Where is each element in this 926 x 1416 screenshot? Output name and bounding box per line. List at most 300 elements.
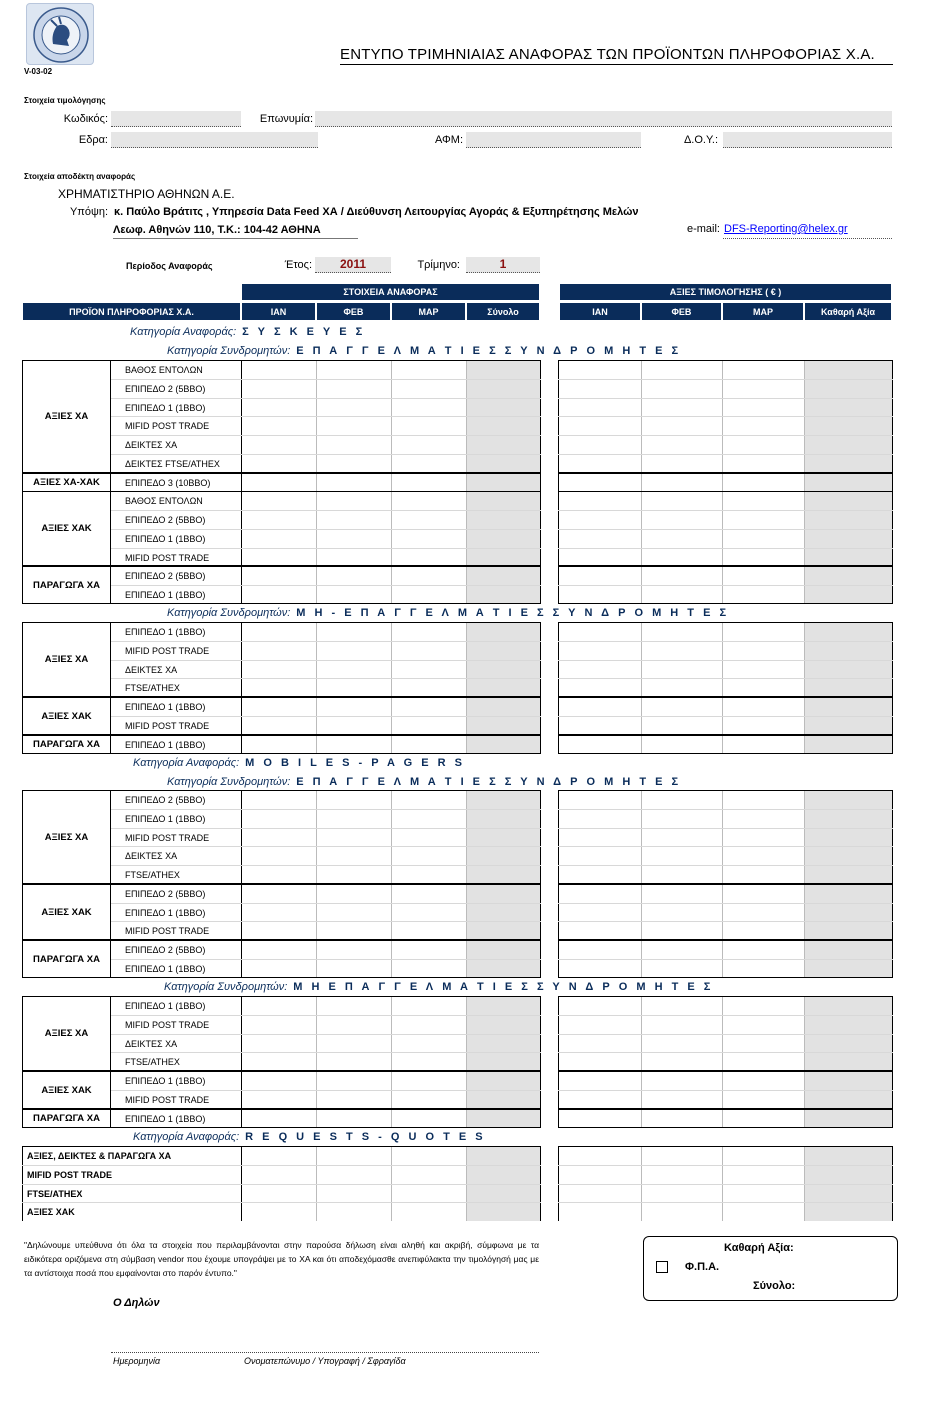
mobiles-nonpro-value-cell[interactable] [723, 1035, 803, 1052]
devices-nonpro-value-cell[interactable] [317, 623, 390, 640]
col-jan: ΙΑΝ [241, 302, 316, 321]
devices-nonpro-value-cell[interactable] [642, 623, 721, 640]
mobiles-nonpro-value-cell[interactable] [242, 1053, 315, 1070]
mobiles-pro-value-cell[interactable] [242, 810, 315, 827]
devices-nonpro-value-cell[interactable] [317, 717, 390, 734]
mobiles-pro-row-label: MIFID POST TRADE [125, 832, 210, 843]
col-bill-mar: ΜΑΡ [722, 302, 804, 321]
devices-nonpro-value-cell[interactable] [560, 661, 640, 678]
devices-nonpro-value-cell[interactable] [723, 717, 803, 734]
mobiles-nonpro-value-cell[interactable] [392, 1091, 465, 1108]
requests-value-cell[interactable] [642, 1185, 721, 1202]
mobiles-nonpro-value-cell[interactable] [560, 1016, 640, 1033]
col-bill-feb: ΦΕΒ [641, 302, 722, 321]
mobiles-pro-value-cell[interactable] [642, 922, 721, 939]
quarter-field[interactable]: 1 [466, 257, 540, 273]
mobiles-pro-value-cell[interactable] [317, 791, 390, 808]
mobiles-pro-value-cell[interactable] [317, 960, 390, 977]
mobiles-pro-value-cell[interactable] [723, 960, 803, 977]
requests-value-cell[interactable] [642, 1166, 721, 1183]
mobiles-pro-value-cell[interactable] [560, 791, 640, 808]
mobiles-pro-value-cell[interactable] [317, 922, 390, 939]
devices-pro-group-label: ΑΞΙΕΣ ΧΑ-ΧΑΚ [22, 473, 111, 492]
mobiles-nonpro-value-cell[interactable] [560, 1053, 640, 1070]
devices-pro-value-cell[interactable] [242, 474, 315, 491]
mobiles-pro-value-cell[interactable] [642, 866, 721, 883]
billing-afm-field[interactable] [466, 132, 641, 148]
devices-pro-value-cell[interactable] [560, 455, 640, 472]
mobiles-pro-value-cell[interactable] [642, 960, 721, 977]
devices-nonpro-value-cell[interactable] [317, 698, 390, 715]
devices-nonpro-value-cell[interactable] [242, 717, 315, 734]
mobiles-pro-value-cell[interactable] [242, 885, 315, 902]
devices-nonpro-value-cell[interactable] [242, 736, 315, 753]
devices-pro-value-cell[interactable] [392, 455, 465, 472]
devices-pro-value-cell[interactable] [560, 549, 640, 566]
col-net-value: Καθαρή Αξία [804, 302, 892, 321]
devices-pro-value-cell[interactable] [317, 455, 390, 472]
requests-value-cell[interactable] [642, 1203, 721, 1220]
devices-pro-value-cell[interactable] [317, 474, 390, 491]
billing-doy-label: Δ.Ο.Υ.: [683, 134, 718, 146]
quarter-label: Τρίμηνο: [417, 259, 460, 271]
devices-pro-value-cell[interactable] [560, 567, 640, 584]
mobiles-nonpro-value-cell[interactable] [560, 1110, 640, 1127]
mobiles-nonpro-value-cell[interactable] [723, 1053, 803, 1070]
mobiles-pro-row-label: ΕΠΙΠΕΔΟ 1 (1ΒΒΟ) [125, 813, 206, 824]
mobiles-nonpro-value-cell[interactable] [642, 1091, 721, 1108]
devices-pro-value-cell[interactable] [723, 417, 803, 434]
mobiles-pro-value-cell[interactable] [317, 866, 390, 883]
mobiles-pro-value-cell[interactable] [242, 791, 315, 808]
mobiles-pro-value-cell[interactable] [560, 904, 640, 921]
devices-pro-value-cell[interactable] [723, 492, 803, 509]
mobiles-nonpro-row-label: FTSE/ATHEX [125, 1056, 180, 1067]
mobiles-nonpro-value-cell[interactable] [242, 1072, 315, 1089]
devices-pro-value-cell[interactable] [317, 530, 390, 547]
devices-nonpro-value-cell[interactable] [560, 642, 640, 659]
mobiles-pro-value-cell[interactable] [392, 810, 465, 827]
devices-nonpro-value-cell[interactable] [723, 736, 803, 753]
devices-pro-value-cell[interactable] [317, 399, 390, 416]
devices-nonpro-value-cell[interactable] [723, 679, 803, 696]
form-code: V-03-02 [24, 67, 53, 76]
devices-pro-value-cell[interactable] [242, 361, 315, 378]
mobiles-nonpro-value-cell[interactable] [392, 1110, 465, 1127]
devices-nonpro-value-cell[interactable] [642, 661, 721, 678]
devices-pro-value-cell[interactable] [642, 455, 721, 472]
devices-pro-value-cell[interactable] [392, 474, 465, 491]
devices-pro-value-cell[interactable] [242, 549, 315, 566]
devices-nonpro-value-cell[interactable] [392, 698, 465, 715]
devices-nonpro-value-cell[interactable] [392, 642, 465, 659]
devices-pro-value-cell[interactable] [242, 417, 315, 434]
devices-nonpro-value-cell[interactable] [242, 661, 315, 678]
mobiles-pro-group-label: ΑΞΙΕΣ ΧΑΚ [22, 884, 111, 940]
summary-vat-label: Φ.Π.Α. [685, 1261, 720, 1273]
mobiles-nonpro-row-label: MIFID POST TRADE [125, 1094, 210, 1105]
mobiles-nonpro-value-cell[interactable] [642, 1110, 721, 1127]
subscriber-category-pro: Κατηγορία Συνδρομητών: Ε Π Α Γ Γ Ε Λ Μ Α Τ Ι Ε Σ Σ Υ Ν Δ Ρ Ο Μ Η Τ Ε Σ [167, 345, 682, 357]
requests-value-cell[interactable] [723, 1147, 803, 1164]
mobiles-pro-value-cell[interactable] [242, 904, 315, 921]
devices-nonpro-value-cell[interactable] [317, 679, 390, 696]
mobiles-nonpro-value-cell[interactable] [560, 1035, 640, 1052]
mobiles-pro-value-cell[interactable] [392, 829, 465, 846]
mobiles-nonpro-value-cell[interactable] [392, 1072, 465, 1089]
devices-pro-value-cell[interactable] [392, 511, 465, 528]
mobiles-pro-value-cell[interactable] [242, 847, 315, 864]
mobiles-pro-value-cell[interactable] [723, 941, 803, 958]
mobiles-pro-value-cell[interactable] [723, 810, 803, 827]
devices-pro-value-cell[interactable] [560, 511, 640, 528]
devices-pro-value-cell[interactable] [392, 399, 465, 416]
declarant-label: Ο Δηλών [113, 1297, 160, 1309]
devices-nonpro-row-label: ΕΠΙΠΕΔΟ 1 (1ΒΒΟ) [125, 739, 206, 750]
mobiles-pro-value-cell[interactable] [560, 847, 640, 864]
devices-nonpro-value-cell[interactable] [317, 736, 390, 753]
mobiles-nonpro-value-cell[interactable] [242, 1091, 315, 1108]
devices-nonpro-value-cell[interactable] [642, 679, 721, 696]
devices-pro-value-cell[interactable] [642, 530, 721, 547]
billing-address-field[interactable] [111, 132, 318, 148]
requests-value-cell[interactable] [560, 1166, 640, 1183]
devices-pro-value-cell[interactable] [317, 549, 390, 566]
requests-value-cell[interactable] [392, 1203, 465, 1220]
receiver-email-link[interactable]: DFS-Reporting@helex.gr [724, 223, 848, 235]
devices-pro-value-cell[interactable] [560, 474, 640, 491]
requests-value-cell[interactable] [560, 1147, 640, 1164]
requests-value-cell[interactable] [317, 1203, 390, 1220]
mobiles-pro-row-label: ΕΠΙΠΕΔΟ 1 (1ΒΒΟ) [125, 907, 206, 918]
mobiles-pro-value-cell[interactable] [392, 791, 465, 808]
devices-pro-value-cell[interactable] [642, 586, 721, 603]
mobiles-nonpro-value-cell[interactable] [642, 997, 721, 1014]
mobiles-nonpro-value-cell[interactable] [317, 1035, 390, 1052]
mobiles-pro-value-cell[interactable] [642, 829, 721, 846]
mobiles-nonpro-value-cell[interactable] [642, 1035, 721, 1052]
mobiles-pro-value-cell[interactable] [723, 922, 803, 939]
mobiles-nonpro-value-cell[interactable] [723, 1110, 803, 1127]
devices-pro-value-cell[interactable] [392, 586, 465, 603]
devices-pro-value-cell[interactable] [317, 586, 390, 603]
mobiles-nonpro-value-cell[interactable] [560, 1091, 640, 1108]
requests-value-cell[interactable] [392, 1147, 465, 1164]
devices-nonpro-value-cell[interactable] [242, 623, 315, 640]
devices-pro-value-cell[interactable] [723, 586, 803, 603]
mobiles-pro-value-cell[interactable] [392, 941, 465, 958]
devices-nonpro-value-cell[interactable] [642, 717, 721, 734]
devices-pro-value-cell[interactable] [560, 492, 640, 509]
devices-nonpro-value-cell[interactable] [723, 661, 803, 678]
devices-pro-value-cell[interactable] [242, 567, 315, 584]
devices-pro-value-cell[interactable] [642, 511, 721, 528]
mobiles-pro-value-cell[interactable] [242, 941, 315, 958]
devices-pro-value-cell[interactable] [317, 380, 390, 397]
mobiles-pro-value-cell[interactable] [723, 847, 803, 864]
requests-value-cell[interactable] [242, 1185, 315, 1202]
helex-logo [26, 3, 94, 65]
period-label: Περίοδος Αναφοράς [126, 261, 213, 271]
devices-nonpro-value-cell[interactable] [392, 717, 465, 734]
mobiles-pro-row-label: MIFID POST TRADE [125, 925, 210, 936]
devices-pro-row-label: ΒΑΘΟΣ ΕΝΤΟΛΩΝ [125, 364, 203, 375]
requests-value-cell[interactable] [723, 1203, 803, 1220]
mobiles-nonpro-value-cell[interactable] [392, 997, 465, 1014]
devices-pro-value-cell[interactable] [642, 549, 721, 566]
devices-nonpro-value-cell[interactable] [723, 642, 803, 659]
mobiles-pro-value-cell[interactable] [392, 866, 465, 883]
devices-pro-value-cell[interactable] [642, 567, 721, 584]
devices-pro-value-cell[interactable] [392, 436, 465, 453]
mobiles-pro-value-cell[interactable] [242, 960, 315, 977]
devices-pro-value-cell[interactable] [642, 474, 721, 491]
mobiles-nonpro-value-cell[interactable] [642, 1053, 721, 1070]
requests-value-cell[interactable] [560, 1185, 640, 1202]
mobiles-nonpro-value-cell[interactable] [317, 1072, 390, 1089]
devices-pro-value-cell[interactable] [242, 511, 315, 528]
devices-nonpro-value-cell[interactable] [723, 623, 803, 640]
devices-pro-value-cell[interactable] [317, 511, 390, 528]
mobiles-pro-value-cell[interactable] [317, 847, 390, 864]
mobiles-nonpro-value-cell[interactable] [242, 997, 315, 1014]
mobiles-nonpro-value-cell[interactable] [560, 1072, 640, 1089]
mobiles-pro-value-cell[interactable] [242, 922, 315, 939]
devices-pro-value-cell[interactable] [642, 380, 721, 397]
devices-nonpro-value-cell[interactable] [392, 623, 465, 640]
devices-pro-value-cell[interactable] [392, 567, 465, 584]
devices-pro-value-cell[interactable] [560, 530, 640, 547]
mobiles-pro-value-cell[interactable] [392, 922, 465, 939]
requests-value-cell[interactable] [317, 1147, 390, 1164]
mobiles-nonpro-value-cell[interactable] [317, 1091, 390, 1108]
vat-checkbox[interactable] [656, 1261, 668, 1273]
devices-pro-value-cell[interactable] [242, 530, 315, 547]
mobiles-pro-value-cell[interactable] [392, 960, 465, 977]
mobiles-pro-value-cell[interactable] [560, 960, 640, 977]
devices-pro-group-label: ΑΞΙΕΣ ΧΑΚ [22, 491, 111, 566]
devices-nonpro-value-cell[interactable] [723, 698, 803, 715]
mobiles-pro-row-label: ΕΠΙΠΕΔΟ 2 (5ΒΒΟ) [125, 944, 206, 955]
devices-pro-value-cell[interactable] [242, 380, 315, 397]
requests-value-cell[interactable] [560, 1203, 640, 1220]
mobiles-nonpro-value-cell[interactable] [723, 1072, 803, 1089]
mobiles-pro-value-cell[interactable] [642, 941, 721, 958]
requests-value-cell[interactable] [317, 1166, 390, 1183]
mobiles-nonpro-value-cell[interactable] [723, 1016, 803, 1033]
mobiles-pro-value-cell[interactable] [560, 829, 640, 846]
mobiles-pro-value-cell[interactable] [642, 847, 721, 864]
devices-pro-value-cell[interactable] [723, 567, 803, 584]
devices-pro-value-cell[interactable] [560, 417, 640, 434]
mobiles-pro-value-cell[interactable] [317, 941, 390, 958]
devices-pro-group-label: ΠΑΡΑΓΩΓΑ ΧΑ [22, 566, 111, 604]
devices-pro-value-cell[interactable] [242, 586, 315, 603]
mobiles-pro-value-cell[interactable] [392, 885, 465, 902]
mobiles-nonpro-value-cell[interactable] [560, 997, 640, 1014]
mobiles-nonpro-value-cell[interactable] [723, 997, 803, 1014]
year-field[interactable]: 2011 [315, 257, 391, 273]
report-data-header: ΣΤΟΙΧΕΙΑ ΑΝΑΦΟΡΑΣ [241, 283, 540, 301]
devices-pro-value-cell[interactable] [392, 530, 465, 547]
devices-pro-value-cell[interactable] [392, 549, 465, 566]
summary-total-label: Σύνολο: [753, 1280, 796, 1292]
devices-pro-value-cell[interactable] [317, 361, 390, 378]
requests-value-cell[interactable] [242, 1147, 315, 1164]
devices-pro-value-cell[interactable] [242, 436, 315, 453]
mobiles-nonpro-value-cell[interactable] [317, 1053, 390, 1070]
devices-nonpro-value-cell[interactable] [642, 736, 721, 753]
mobiles-nonpro-value-cell[interactable] [242, 1016, 315, 1033]
devices-nonpro-value-cell[interactable] [392, 679, 465, 696]
devices-nonpro-row-label: MIFID POST TRADE [125, 645, 210, 656]
devices-nonpro-value-cell[interactable] [392, 661, 465, 678]
devices-nonpro-value-cell[interactable] [642, 698, 721, 715]
devices-pro-value-cell[interactable] [242, 455, 315, 472]
devices-nonpro-value-cell[interactable] [642, 642, 721, 659]
devices-nonpro-value-cell[interactable] [392, 736, 465, 753]
devices-pro-value-cell[interactable] [392, 492, 465, 509]
devices-nonpro-value-cell[interactable] [560, 717, 640, 734]
mobiles-nonpro-value-cell[interactable] [242, 1035, 315, 1052]
devices-nonpro-row-label: ΕΠΙΠΕΔΟ 1 (1ΒΒΟ) [125, 626, 206, 637]
title-underline [340, 64, 893, 65]
mobiles-nonpro-value-cell[interactable] [392, 1053, 465, 1070]
devices-pro-value-cell[interactable] [560, 399, 640, 416]
devices-pro-value-cell[interactable] [317, 567, 390, 584]
mobiles-pro-value-cell[interactable] [242, 829, 315, 846]
mobiles-pro-value-cell[interactable] [317, 829, 390, 846]
devices-pro-value-cell[interactable] [642, 361, 721, 378]
devices-pro-row-label: ΒΑΘΟΣ ΕΝΤΟΛΩΝ [125, 495, 203, 506]
mobiles-nonpro-value-cell[interactable] [317, 1016, 390, 1033]
mobiles-pro-value-cell[interactable] [560, 885, 640, 902]
mobiles-pro-row-label: ΕΠΙΠΕΔΟ 2 (5ΒΒΟ) [125, 794, 206, 805]
devices-pro-row-label: ΕΠΙΠΕΔΟ 2 (5ΒΒΟ) [125, 570, 206, 581]
devices-pro-value-cell[interactable] [317, 492, 390, 509]
mobiles-nonpro-value-cell[interactable] [392, 1035, 465, 1052]
mobiles-nonpro-value-cell[interactable] [642, 1072, 721, 1089]
billing-code-field[interactable] [111, 111, 241, 127]
devices-nonpro-value-cell[interactable] [560, 623, 640, 640]
devices-pro-value-cell[interactable] [317, 417, 390, 434]
devices-pro-value-cell[interactable] [560, 436, 640, 453]
mobiles-pro-value-cell[interactable] [560, 941, 640, 958]
devices-pro-value-cell[interactable] [642, 492, 721, 509]
mobiles-nonpro-value-cell[interactable] [242, 1110, 315, 1127]
mobiles-pro-value-cell[interactable] [723, 885, 803, 902]
billing-name-field[interactable] [315, 111, 892, 127]
devices-pro-value-cell[interactable] [642, 436, 721, 453]
devices-pro-value-cell[interactable] [560, 380, 640, 397]
requests-value-cell[interactable] [723, 1185, 803, 1202]
devices-pro-value-cell[interactable] [642, 417, 721, 434]
devices-nonpro-group-label: ΠΑΡΑΓΩΓΑ ΧΑ [22, 735, 111, 754]
receiver-name: ΧΡΗΜΑΤΙΣΤΗΡΙΟ ΑΘΗΝΩΝ Α.Ε. [58, 187, 235, 201]
mobiles-pro-value-cell[interactable] [317, 810, 390, 827]
devices-pro-row-label: ΕΠΙΠΕΔΟ 2 (5ΒΒΟ) [125, 514, 206, 525]
mobiles-pro-value-cell[interactable] [723, 866, 803, 883]
devices-nonpro-value-cell[interactable] [317, 661, 390, 678]
devices-nonpro-value-cell[interactable] [242, 642, 315, 659]
mobiles-pro-value-cell[interactable] [242, 866, 315, 883]
mobiles-pro-value-cell[interactable] [317, 885, 390, 902]
mobiles-pro-value-cell[interactable] [392, 847, 465, 864]
mobiles-pro-value-cell[interactable] [392, 904, 465, 921]
mobiles-nonpro-value-cell[interactable] [392, 1016, 465, 1033]
devices-pro-value-cell[interactable] [242, 399, 315, 416]
devices-nonpro-value-cell[interactable] [317, 642, 390, 659]
devices-pro-value-cell[interactable] [242, 492, 315, 509]
requests-value-cell[interactable] [242, 1166, 315, 1183]
devices-pro-value-cell[interactable] [392, 417, 465, 434]
name-signature-label: Ονοματεπώνυμο / Υπογραφή / Σφραγίδα [244, 1356, 406, 1366]
col-mar: ΜΑΡ [391, 302, 466, 321]
devices-pro-value-cell[interactable] [723, 436, 803, 453]
mobiles-nonpro-value-cell[interactable] [642, 1016, 721, 1033]
devices-pro-value-cell[interactable] [560, 586, 640, 603]
mobiles-nonpro-group-label: ΑΞΙΕΣ ΧΑ [22, 996, 111, 1071]
devices-nonpro-value-cell[interactable] [560, 679, 640, 696]
col-feb: ΦΕΒ [316, 302, 391, 321]
requests-value-cell[interactable] [242, 1203, 315, 1220]
mobiles-pro-value-cell[interactable] [560, 922, 640, 939]
devices-pro-value-cell[interactable] [723, 361, 803, 378]
mobiles-pro-value-cell[interactable] [642, 885, 721, 902]
mobiles-pro-value-cell[interactable] [642, 904, 721, 921]
requests-value-cell[interactable] [317, 1185, 390, 1202]
requests-value-cell[interactable] [392, 1166, 465, 1183]
mobiles-pro-value-cell[interactable] [723, 829, 803, 846]
devices-pro-value-cell[interactable] [723, 549, 803, 566]
mobiles-nonpro-value-cell[interactable] [317, 1110, 390, 1127]
mobiles-pro-value-cell[interactable] [723, 904, 803, 921]
mobiles-nonpro-value-cell[interactable] [723, 1091, 803, 1108]
billing-address-label: Εδρα: [78, 134, 108, 146]
mobiles-nonpro-value-cell[interactable] [317, 997, 390, 1014]
devices-pro-value-cell[interactable] [317, 436, 390, 453]
mobiles-pro-value-cell[interactable] [723, 791, 803, 808]
devices-pro-value-cell[interactable] [723, 530, 803, 547]
devices-pro-value-cell[interactable] [723, 474, 803, 491]
requests-value-cell[interactable] [723, 1166, 803, 1183]
mobiles-pro-value-cell[interactable] [560, 866, 640, 883]
mobiles-pro-value-cell[interactable] [317, 904, 390, 921]
devices-pro-value-cell[interactable] [392, 380, 465, 397]
devices-pro-value-cell[interactable] [560, 361, 640, 378]
signature-line [111, 1352, 539, 1353]
category-mobiles: Κατηγορία Αναφοράς: M O B I L E S - P A G E R S [133, 757, 465, 769]
devices-nonpro-value-cell[interactable] [242, 679, 315, 696]
devices-pro-value-cell[interactable] [392, 361, 465, 378]
devices-pro-row-label: ΔΕΙΚΤΕΣ ΧΑ [125, 439, 178, 450]
billing-doy-field[interactable] [723, 132, 892, 148]
devices-pro-value-cell[interactable] [642, 399, 721, 416]
devices-nonpro-value-cell[interactable] [242, 698, 315, 715]
requests-value-cell[interactable] [642, 1147, 721, 1164]
devices-nonpro-value-cell[interactable] [560, 736, 640, 753]
requests-value-cell[interactable] [392, 1185, 465, 1202]
mobiles-pro-value-cell[interactable] [642, 791, 721, 808]
devices-pro-value-cell[interactable] [723, 455, 803, 472]
devices-pro-value-cell[interactable] [723, 511, 803, 528]
mobiles-pro-value-cell[interactable] [560, 810, 640, 827]
year-label: Έτος: [284, 259, 312, 271]
devices-pro-value-cell[interactable] [723, 380, 803, 397]
mobiles-pro-value-cell[interactable] [642, 810, 721, 827]
devices-nonpro-value-cell[interactable] [560, 698, 640, 715]
devices-pro-value-cell[interactable] [723, 399, 803, 416]
